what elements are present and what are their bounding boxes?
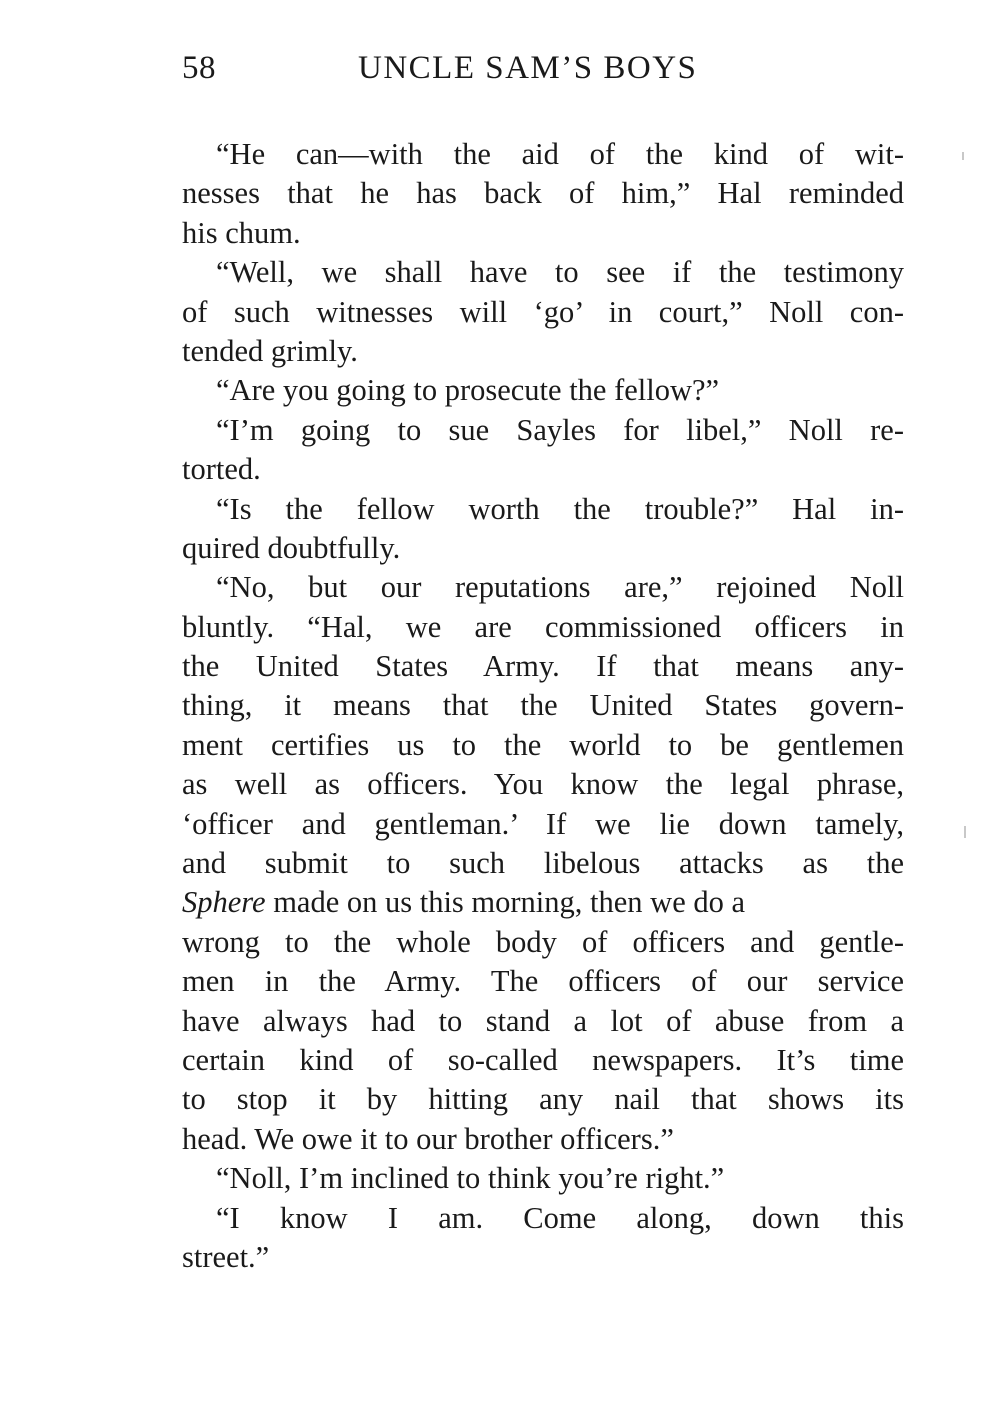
text-line: have always had to stand a lot of abuse from a — [182, 1003, 904, 1038]
text-line: torted. — [182, 452, 261, 487]
text-line: “Well, we shall have to see if the testimony — [216, 255, 904, 290]
scan-artifact-mark — [962, 152, 964, 160]
running-title: UNCLE SAM’S BOYS — [358, 50, 698, 86]
text-line: the United States Army. If that means any- — [182, 649, 904, 684]
text-line-with-italic — [182, 883, 904, 922]
text-line: “No, but our reputations are,” rejoined Noll — [216, 570, 904, 605]
text-line: “He can—with the aid of the kind of wit- — [216, 137, 904, 171]
text-line: as well as officers. You know the legal phrase, — [182, 767, 904, 802]
text-line: his chum. — [182, 215, 301, 250]
text-line: “I know I am. Come along, down this — [216, 1200, 904, 1235]
text-line: “I’m going to sue Sayles for libel,” Noll re- — [216, 412, 904, 447]
text-line: to stop it by hitting any nail that shows its — [182, 1082, 904, 1117]
text-line: “Are you going to prosecute the fellow?” — [216, 373, 720, 408]
text-line: certain kind of so-called newspapers. It’s time — [182, 1042, 904, 1077]
page-number: 58 — [182, 50, 216, 86]
page-header — [182, 50, 904, 94]
body-text — [182, 135, 904, 1277]
italic-word: Sphere — [182, 885, 266, 920]
text-line: wrong to the whole body of officers and gentle- — [182, 924, 904, 959]
text-line: quired doubtfully. — [182, 530, 401, 565]
scan-artifact-mark — [964, 826, 966, 838]
text-line: ‘officer and gentleman.’ If we lie down tamely, — [182, 806, 904, 841]
text-line: and submit to such libelous attacks as the — [182, 846, 904, 881]
text-line: “Is the fellow worth the trouble?” Hal in- — [216, 491, 904, 526]
text-line: “Noll, I’m inclined to think you’re right.” — [216, 1161, 725, 1196]
text-line: ment certifies us to the world to be gentlemen — [182, 727, 904, 762]
text-line: tended grimly. — [182, 333, 358, 368]
text-line: bluntly. “Hal, we are commissioned officers in — [182, 609, 904, 644]
text-line: street.” — [182, 1239, 270, 1274]
text-line: nesses that he has back of him,” Hal reminded — [182, 176, 904, 211]
text-line: of such witnesses will ‘go’ in court,” Noll con- — [182, 294, 904, 329]
text-line: head. We owe it to our brother officers.” — [182, 1121, 674, 1156]
text-line: men in the Army. The officers of our service — [182, 964, 904, 999]
text-line: made on us this morning, then we do a — [273, 885, 746, 920]
text-line: thing, it means that the United States govern- — [182, 688, 904, 723]
